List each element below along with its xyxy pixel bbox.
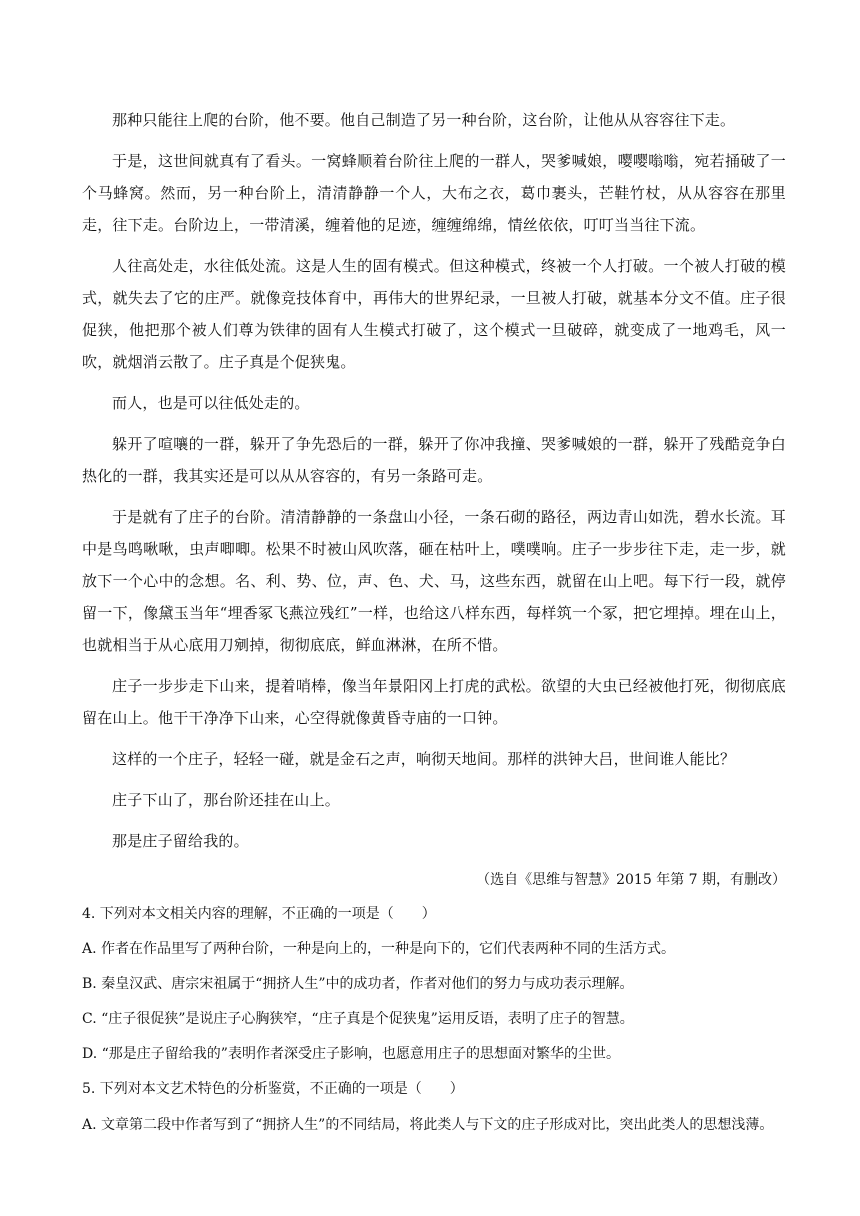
question-4-option-d: D. “那是庄子留给我的”表明作者深受庄子影响，也愿意用庄子的思想面对繁华的尘世。	[82, 1046, 620, 1062]
question-4-option-c: C. “庄子很促狭”是说庄子心胸狭窄，“庄子真是个促狭鬼”运用反语，表明了庄子的智慧。	[82, 1011, 634, 1027]
question-4-stem: 4. 下列对本文相关内容的理解，不正确的一项是（ ）	[82, 906, 436, 922]
paragraph-1: 那种只能往上爬的台阶，他不要。他自己制造了另一种台阶，这台阶，让他从从容容往下走。	[112, 111, 736, 129]
source-citation: （选自《思维与智慧》2015 年第 7 期，有删改）	[476, 872, 786, 888]
paragraph-10: 那是庄子留给我的。	[112, 832, 249, 850]
paragraph-8: 这样的一个庄子，轻轻一碰，就是金石之声，响彻天地间。那样的洪钟大吕，世间谁人能比？	[112, 750, 736, 768]
paragraph-4: 而人，也是可以往低处走的。	[112, 394, 310, 412]
paragraph-7: 庄子一步步走下山来，提着哨棒，像当年景阳冈上打虎的武松。欲望的大虫已经被他打死，彻彻底底留在山上。他干干净净下山来，心空得就像黄昏寺庙的一口钟。	[82, 677, 786, 727]
paragraph-6: 于是就有了庄子的台阶。清清静静的一条盘山小径，一条石砌的路径，两边青山如洗，碧水长流。耳中是鸟鸣啾啾，虫声唧唧。松果不时被山风吹落，砸在枯叶上，噗噗响。庄子一步步往下走，走一步，就放下一个心中的念想。名、利、势、位，声、色、犬、马，这些东西，就留在山上吧。每下行一段，就停留一下，像黛玉当年“埋香冢飞燕泣残红”一样，也给这八样东西，每样筑一个冢，把它埋掉。埋在山上，也就相当于从心底用刀剜掉，彻彻底底，鲜血淋淋，在所不惜。	[82, 508, 786, 654]
question-4-option-b: B. 秦皇汉武、唐宗宋祖属于“拥挤人生”中的成功者，作者对他们的努力与成功表示理解。	[82, 976, 634, 992]
paragraph-9: 庄子下山了，那台阶还挂在山上。	[112, 791, 341, 809]
paragraph-3: 人往高处走，水往低处流。这是人生的固有模式。但这种模式，终被一个人打破。一个被人打破的模式，就失去了它的庄严。就像竞技体育中，再伟大的世界纪录，一旦被人打破，就基本分文不值。庄子很促狭，他把那个被人们尊为铁律的固有人生模式打破了，这个模式一旦破碎，就变成了一地鸡毛，风一吹，就烟消云散了。庄子真是个促狭鬼。	[82, 257, 786, 371]
paragraph-5: 躲开了喧嚷的一群，躲开了争先恐后的一群，躲开了你冲我撞、哭爹喊娘的一群，躲开了残酷竞争白热化的一群，我其实还是可以从从容容的，有另一条路可走。	[82, 435, 786, 485]
paragraph-2: 于是，这世间就真有了看头。一窝蜂顺着台阶往上爬的一群人，哭爹喊娘，嘤嘤嗡嗡，宛若捅破了一个马蜂窝。然而，另一种台阶上，清清静静一个人，大布之衣，葛巾裹头，芒鞋竹杖，从从容容在那里走，往下走。台阶边上，一带清溪，缠着他的足迹，缠缠绵绵，情丝依依，叮叮当当往下流。	[82, 152, 786, 234]
question-5-option-a: A. 文章第二段中作者写到了“拥挤人生”的不同结局，将此类人与下文的庄子形成对比，突出此类人的思想浅薄。	[82, 1117, 774, 1133]
article-body	[82, 104, 786, 1147]
question-4-option-a: A. 作者在作品里写了两种台阶，一种是向上的，一种是向下的，它们代表两种不同的生活方式。	[82, 941, 676, 957]
question-5-stem: 5. 下列对本文艺术特色的分析鉴赏，不正确的一项是（ ）	[82, 1081, 464, 1097]
